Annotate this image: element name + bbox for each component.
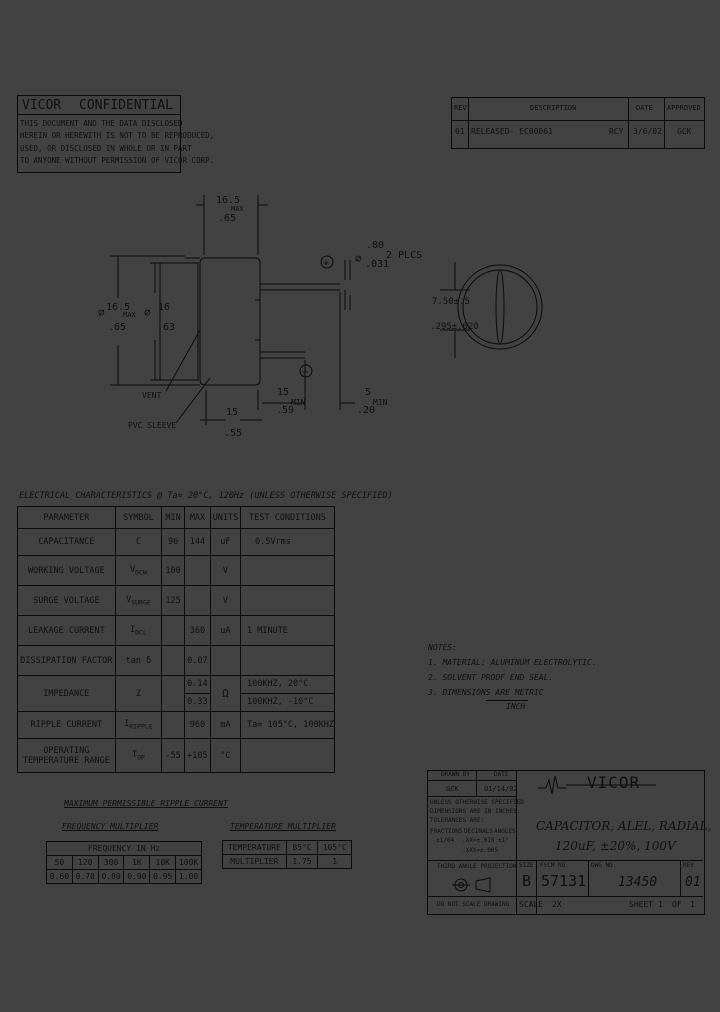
table-row: CAPACITANCE C 96 144 uF 0.5Vrms	[18, 529, 335, 556]
freq-title: FREQUENCY MULTIPLIER	[62, 822, 159, 831]
dwg-label: DWG NO.	[591, 862, 617, 869]
table-row: 0.60 0.70 0.80 0.90 0.95 1.00	[47, 870, 202, 884]
dim-end-metric: 7.50±.5	[432, 297, 470, 307]
note-3: 3. DIMENSIONS ARE METRIC	[428, 688, 544, 697]
rev-row-rev: 01	[455, 127, 465, 136]
rev-header-approved: APPROVED	[667, 104, 701, 112]
fscm-label: FSCM NO.	[540, 862, 569, 869]
electrical-title: ELECTRICAL CHARACTERISTICS @ Ta= 20°C, 120Hz (UNLESS OTHERWISE SPECIFIED)	[19, 491, 393, 501]
tolerance-line-1: UNLESS OTHERWISE SPECIFIED	[430, 799, 524, 806]
phi-outer: ⌀	[98, 306, 105, 319]
part-description-2: 120uF, ±20%, 100V	[555, 839, 676, 853]
confidential-line-2: HEREIN OR HEREWITH IS NOT TO BE REPRODUCED,	[20, 131, 215, 140]
col-min: MIN	[162, 507, 185, 529]
temperature-multiplier-table	[222, 840, 352, 869]
note-2: 2. SOLVENT PROOF END SEAL.	[428, 673, 554, 682]
vicor-logo-text: VICOR	[587, 773, 641, 792]
ripple-title: MAXIMUM PERMISSIBLE RIPPLE CURRENT	[64, 799, 228, 808]
table-row: IMPEDANCE Z 0.14 0.33 Ω 100KHZ, 20°C 100KHZ, -10°C	[18, 676, 335, 712]
dim-top-value: 16.5	[216, 195, 241, 206]
revision-col-3	[664, 97, 665, 148]
table-row: DISSIPATION FACTOR tan δ 0.07	[18, 646, 335, 676]
table-row: TEMPERATURE 85°C 105°C	[223, 841, 352, 855]
note-3-inch: INCH	[506, 702, 526, 711]
dim-inner-value: 16	[158, 302, 171, 313]
revision-col-1	[468, 97, 469, 148]
tol-frac-val: ±1/64	[436, 837, 455, 844]
temp-title: TEMPERATURE MULTIPLIER	[230, 822, 336, 831]
capacitor-drawing	[0, 180, 720, 440]
drawn-date: 01/14/02	[484, 785, 518, 793]
scale-value: 2X	[552, 900, 562, 909]
fscm-value: 57131	[541, 872, 587, 890]
end-view-inner	[463, 270, 537, 344]
drawn-by-label: DRAWN BY	[441, 771, 470, 778]
dwg-value: 13450	[618, 875, 658, 890]
confidential-vicor: VICOR	[22, 98, 62, 113]
dim-lead-plcs: 2 PLCS	[386, 250, 423, 261]
size-label: SIZE	[519, 862, 534, 869]
notes-title: NOTES:	[428, 643, 457, 652]
dim-lead-stub-inch: .20	[357, 405, 376, 416]
do-not-scale: DO NOT SCALE DRAWING	[437, 901, 510, 908]
dim-outer-inch: .65	[108, 322, 127, 333]
dim-top-inch: .65	[218, 213, 237, 224]
confidential-title: CONFIDENTIAL	[79, 98, 173, 113]
body-outline	[200, 258, 260, 385]
col-units: UNITS	[210, 507, 240, 529]
tol-angle-val: ±1°	[498, 837, 509, 844]
rev-header-description: DESCRIPTION	[530, 104, 577, 112]
table-row: WORKING VOLTAGE $V_{DCW}$ 100 V	[18, 556, 335, 586]
dim-lead-len-inch: .59	[276, 405, 295, 416]
table-row: LEAKAGE CURRENT $I_{DCL}$ 360 uA 1 MINUTE	[18, 616, 335, 646]
projection-label: THIRD ANGLE PROJECTION	[437, 863, 517, 870]
table-row: SURGE VOLTAGE $V_{SURGE}$ 125 V	[18, 586, 335, 616]
part-description-1: CAPACITOR, ALEL, RADIAL,	[536, 819, 712, 833]
revision-col-2	[628, 97, 629, 148]
minus-sign: −	[302, 367, 309, 378]
vent-label: VENT	[142, 391, 162, 400]
tolerance-line-2: DIMENSIONS ARE IN INCHES.	[430, 808, 521, 815]
drawn-by: GCK	[446, 785, 459, 793]
col-parameter: PARAMETER	[18, 507, 116, 529]
dim-lead-stub-min: MIN	[373, 398, 388, 407]
col-symbol: SYMBOL	[115, 507, 162, 529]
plus-sign: +	[323, 258, 330, 269]
dim-lead-dia-inch: .031	[365, 259, 390, 270]
confidential-line-1: THIS DOCUMENT AND THE DATA DISCLOSED	[20, 119, 183, 128]
electrical-table	[17, 506, 335, 773]
scale-label: SCALE	[519, 900, 544, 909]
dim-end-inch: .295±.020	[430, 322, 479, 332]
dim-lead-dia: .80	[366, 240, 385, 251]
date-label: DATE	[494, 771, 509, 778]
rev-row-approved: GCK	[677, 127, 692, 136]
note-1: 1. MATERIAL: ALUMINUM ELECTROLYTIC.	[428, 658, 597, 667]
rev-value: 01	[685, 875, 701, 890]
confidential-divider	[17, 114, 180, 115]
tol-dec-val-1: .XX=±.010	[462, 837, 495, 844]
table-row: 50 120 300 1K 10K 100K	[47, 856, 202, 870]
rev-header-date: DATE	[636, 104, 653, 112]
note-3-fraction-line	[486, 700, 528, 701]
tol-decimals: DECIMALS	[464, 828, 493, 835]
tol-dec-val-2: .XXX=±.005	[462, 847, 499, 854]
dim-outer-value: 16.5	[106, 302, 131, 313]
col-conditions: TEST CONDITIONS	[240, 507, 334, 529]
dim-lead-len: 15	[277, 387, 290, 398]
tol-fractions: FRACTIONS	[430, 828, 463, 835]
dim-inner-inch: .63	[157, 322, 176, 333]
table-row: RIPPLE CURRENT $I_{RIPPLE}$ 960 mA Ta= 105°C, 100KHZ	[18, 712, 335, 739]
of-value: 1	[690, 900, 695, 909]
rev-row-description: RELEASED- EC00061	[471, 127, 553, 136]
pvc-sleeve-label: PVC SLEEVE	[128, 421, 177, 430]
rev-row-date: 3/6/02	[633, 127, 662, 136]
dim-pin-spacing: 15	[226, 407, 239, 418]
phi-lead: ⌀	[355, 252, 362, 265]
rev-label: REV	[683, 862, 694, 869]
size-value: B	[522, 872, 532, 890]
confidential-line-3: USED, OR DISCLOSED IN WHOLE OR IN PART	[20, 144, 192, 153]
dim-outer-max: MAX	[123, 311, 136, 319]
dim-lead-stub: 5	[365, 387, 372, 398]
end-view-outer	[458, 265, 542, 349]
tol-angles: ANGLES	[494, 828, 516, 835]
dim-pin-spacing-inch: .55	[224, 428, 243, 439]
third-angle-projection-icon	[452, 876, 497, 894]
table-row: MULTIPLIER 1.75 1	[223, 855, 352, 869]
dim-lead-len-min: MIN	[291, 398, 306, 407]
tolerance-line-3: TOLERANCES ARE:	[430, 817, 485, 824]
sheet-value: 1	[658, 900, 663, 909]
frequency-multiplier-table: FREQUENCY IN Hz 50 120 300 1K 10K 100K 0.60 0.70 0.80 0.90 0.95 1.00	[46, 841, 202, 884]
sheet-label: SHEET	[629, 900, 654, 909]
revision-header-line	[451, 120, 704, 121]
confidential-line-4: TO ANYONE WITHOUT PERMISSION OF VICOR CORP.	[20, 156, 215, 165]
col-max: MAX	[184, 507, 210, 529]
table-row: OPERATING TEMPERATURE RANGE $T_{OP}$ -55 +105 °C	[18, 739, 335, 773]
rev-row-initials: RCY	[609, 127, 624, 136]
phi-inner: ⌀	[144, 306, 151, 319]
of-label: OF	[672, 900, 682, 909]
dim-top-max: MAX	[231, 205, 244, 213]
rev-header-rev: REV	[454, 104, 467, 112]
